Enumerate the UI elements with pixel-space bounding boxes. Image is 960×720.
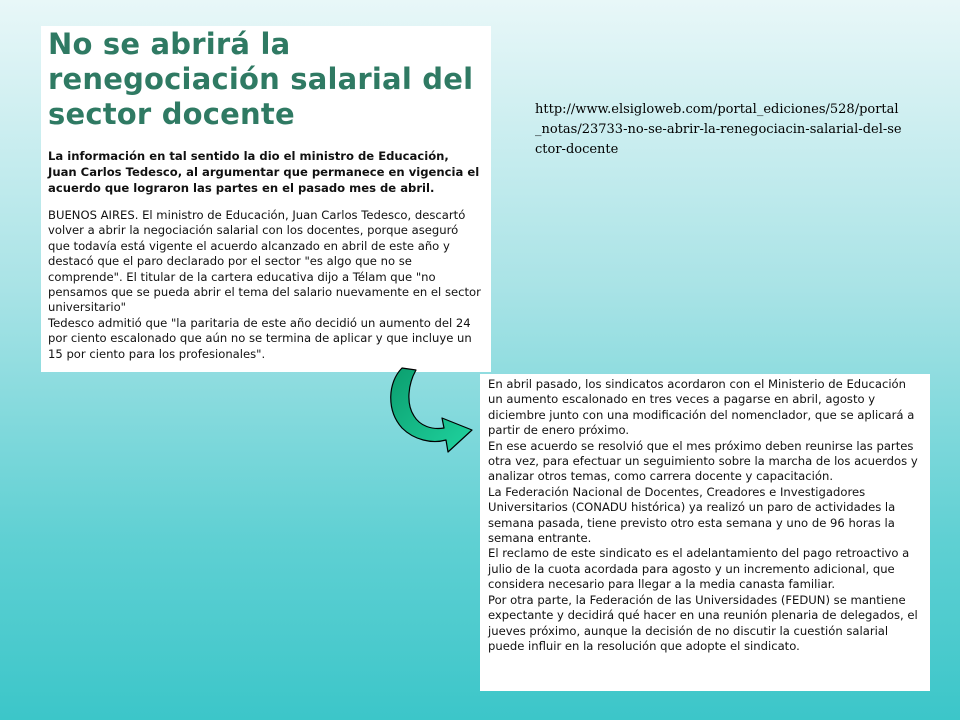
article-paragraph: Tedesco admitió que "la paritaria de este año decidió un aumento del 24 por ciento escalonado que aún no se termina de aplicar y que incluye un 15 por ciento para los profesionales". — [48, 315, 472, 361]
continuation-paragraph: En ese acuerdo se resolvió que el mes próximo deben reunirse las partes otra vez, para efectuar un seguimiento sobre la marcha de los acuerdos y analizar otros temas, como carrera docente y capacitación. — [488, 438, 918, 484]
article-clipping — [41, 26, 491, 372]
continuation-paragraph: El reclamo de este sindicato es el adelantamiento del pago retroactivo a julio de la cuota acordada para agosto y un incremento adicional, que considera necesario para llegar a la media canasta familiar. — [488, 546, 910, 592]
article-paragraph: BUENOS AIRES. El ministro de Educación, Juan Carlos Tedesco, descartó volver a abrir la negociación salarial con los docentes, porque aseguró que todavía está vigente el acuerdo alcanzado en abril de este año y destacó que el paro declarado por el sector "es algo que no se comprende". El titular de la cartera educativa dijo a Télam que "no pensamos que se pueda abrir el tema del salario nuevamente en el sector universitario" — [48, 208, 481, 315]
continuation-paragraph: En abril pasado, los sindicatos acordaron con el Ministerio de Educación un aumento escalonado en tres veces a pagarse en abril, agosto y diciembre junto con una modificación del nomenclador, que se aplicará a partir de enero próximo. — [488, 377, 915, 438]
article-lead: La información en tal sentido la dio el ministro de Educación, Juan Carlos Tedesco, al argumentar que permanece en vigencia el acuerdo que lograron las partes en el pasado mes de abril. — [48, 149, 480, 195]
source-url: http://www.elsigloweb.com/portal_ediciones/528/portal_notas/23733-no-se-abrir-la-renegociacin-salarial-del-sector-docente — [535, 102, 902, 157]
continuation-paragraph: La Federación Nacional de Docentes, Creadores e Investigadores Universitarios (CONADU histórica) ya realizó un paro de actividades la semana pasada, tiene previsto otro esta semana y uno de 96 horas la semana entrante. — [488, 484, 896, 546]
article-continuation — [480, 374, 930, 691]
curved-arrow-icon — [380, 362, 480, 462]
article-body — [48, 208, 481, 362]
article-headline: No se abrirá la renegociación salarial del sector docente — [48, 27, 474, 131]
continuation-paragraph: Por otra parte, la Federación de las Universidades (FEDUN) se mantiene expectante y decidirá qué hacer en una reunión plenaria de delegados, el jueves próximo, aunque la decisión de no discutir la cuestión salarial puede influir en la resolución que adopte el sindicato. — [488, 592, 918, 653]
